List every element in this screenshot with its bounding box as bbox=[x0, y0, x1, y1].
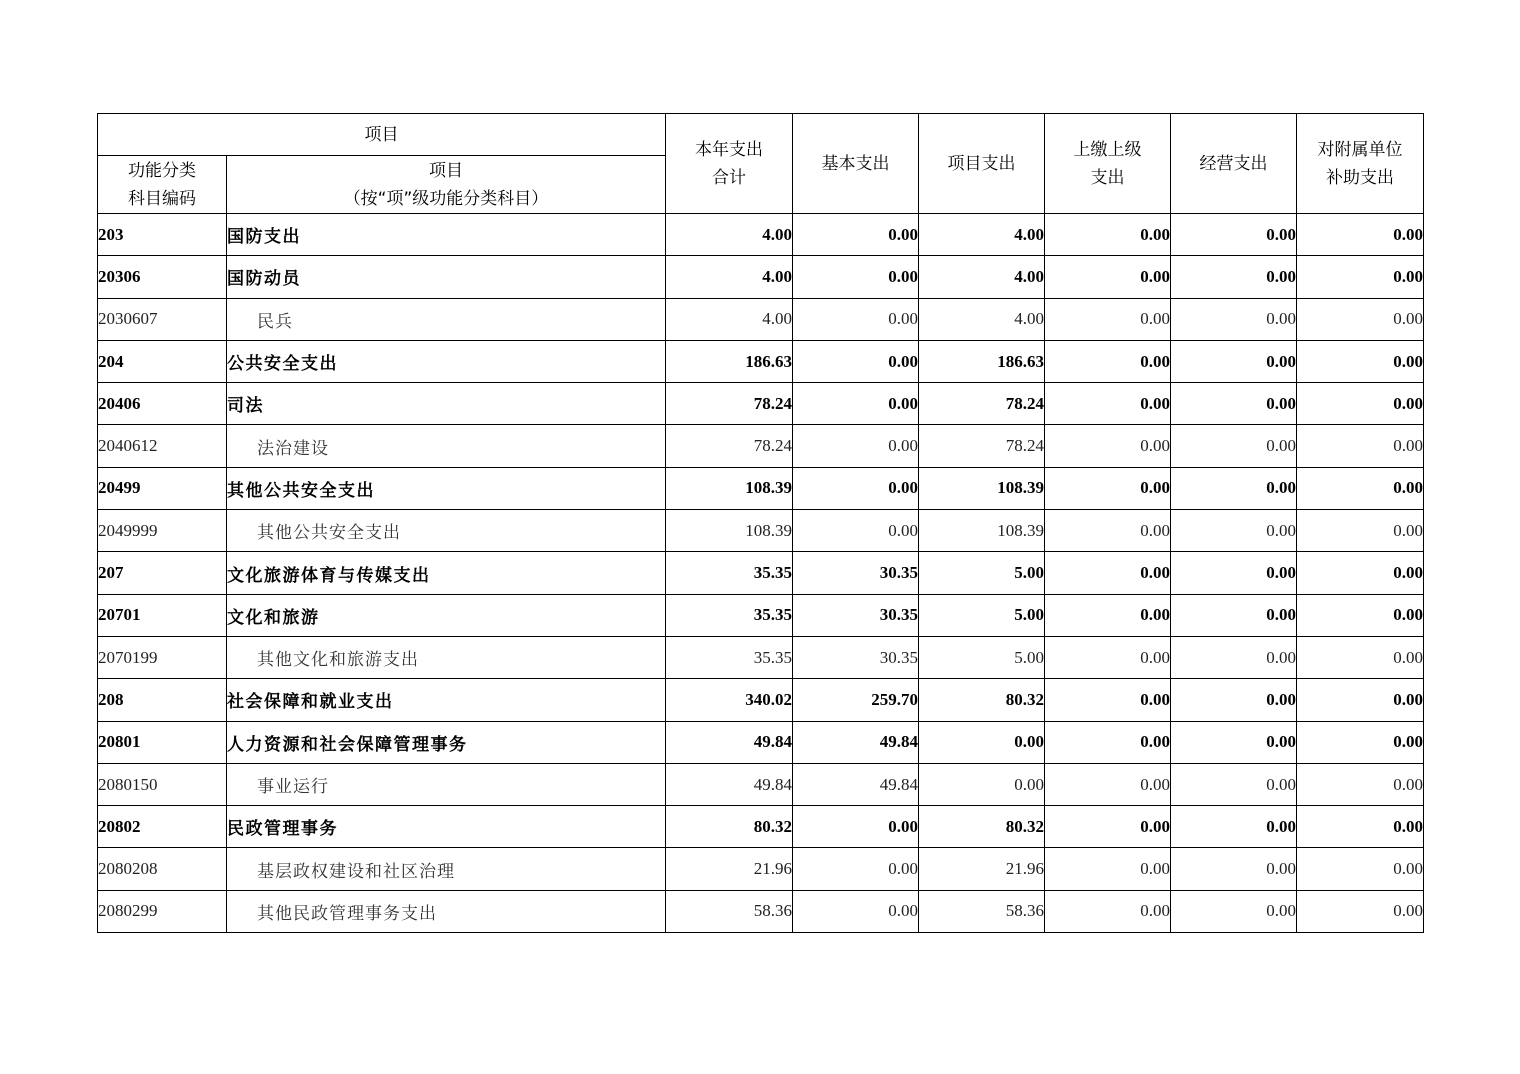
cell-basic: 259.70 bbox=[793, 679, 919, 721]
header-basic: 基本支出 bbox=[793, 114, 919, 214]
cell-name: 其他民政管理事务支出 bbox=[227, 890, 666, 932]
cell-name: 其他文化和旅游支出 bbox=[227, 636, 666, 678]
cell-code: 208 bbox=[98, 679, 227, 721]
table-row bbox=[98, 636, 1424, 678]
cell-basic: 0.00 bbox=[793, 214, 919, 256]
cell-basic: 49.84 bbox=[793, 721, 919, 763]
cell-upper: 0.00 bbox=[1045, 594, 1171, 636]
header-upper bbox=[1045, 114, 1171, 214]
cell-subsidy: 0.00 bbox=[1297, 340, 1424, 382]
cell-basic: 0.00 bbox=[793, 256, 919, 298]
cell-code: 2080208 bbox=[98, 848, 227, 890]
cell-subsidy: 0.00 bbox=[1297, 763, 1424, 805]
cell-basic: 0.00 bbox=[793, 298, 919, 340]
cell-total: 35.35 bbox=[666, 636, 793, 678]
header-code-line2: 科目编码 bbox=[128, 188, 196, 209]
header-total-line2: 合计 bbox=[712, 167, 746, 188]
cell-code: 2070199 bbox=[98, 636, 227, 678]
table-row bbox=[98, 679, 1424, 721]
cell-code: 2030607 bbox=[98, 298, 227, 340]
table-row bbox=[98, 256, 1424, 298]
cell-project: 4.00 bbox=[919, 256, 1045, 298]
cell-subsidy: 0.00 bbox=[1297, 679, 1424, 721]
table-row bbox=[98, 721, 1424, 763]
cell-basic: 49.84 bbox=[793, 763, 919, 805]
cell-name: 公共安全支出 bbox=[227, 340, 666, 382]
cell-upper: 0.00 bbox=[1045, 510, 1171, 552]
cell-name: 司法 bbox=[227, 383, 666, 425]
cell-name: 基层政权建设和社区治理 bbox=[227, 848, 666, 890]
header-row-1 bbox=[98, 114, 1424, 156]
cell-upper: 0.00 bbox=[1045, 467, 1171, 509]
cell-upper: 0.00 bbox=[1045, 425, 1171, 467]
cell-upper: 0.00 bbox=[1045, 552, 1171, 594]
table-row bbox=[98, 214, 1424, 256]
table-row bbox=[98, 425, 1424, 467]
table-row bbox=[98, 594, 1424, 636]
cell-subsidy: 0.00 bbox=[1297, 890, 1424, 932]
cell-subsidy: 0.00 bbox=[1297, 848, 1424, 890]
cell-name: 其他公共安全支出 bbox=[227, 467, 666, 509]
header-project: 项目支出 bbox=[919, 114, 1045, 214]
cell-total: 35.35 bbox=[666, 594, 793, 636]
cell-name: 社会保障和就业支出 bbox=[227, 679, 666, 721]
cell-total: 49.84 bbox=[666, 721, 793, 763]
cell-project: 0.00 bbox=[919, 721, 1045, 763]
cell-project: 80.32 bbox=[919, 806, 1045, 848]
cell-basic: 0.00 bbox=[793, 340, 919, 382]
header-upper-line2: 支出 bbox=[1090, 167, 1125, 188]
cell-business: 0.00 bbox=[1171, 679, 1297, 721]
cell-business: 0.00 bbox=[1171, 340, 1297, 382]
cell-name: 文化旅游体育与传媒支出 bbox=[227, 552, 666, 594]
cell-upper: 0.00 bbox=[1045, 298, 1171, 340]
table-row bbox=[98, 467, 1424, 509]
cell-code: 20701 bbox=[98, 594, 227, 636]
table-row bbox=[98, 552, 1424, 594]
cell-basic: 0.00 bbox=[793, 806, 919, 848]
cell-name: 民兵 bbox=[227, 298, 666, 340]
cell-subsidy: 0.00 bbox=[1297, 425, 1424, 467]
table-row bbox=[98, 510, 1424, 552]
cell-total: 186.63 bbox=[666, 340, 793, 382]
cell-code: 20406 bbox=[98, 383, 227, 425]
header-total bbox=[666, 114, 793, 214]
table-row bbox=[98, 298, 1424, 340]
header-name-line2: （按“项”级功能分类科目） bbox=[343, 188, 549, 209]
cell-subsidy: 0.00 bbox=[1297, 510, 1424, 552]
cell-basic: 0.00 bbox=[793, 425, 919, 467]
cell-business: 0.00 bbox=[1171, 467, 1297, 509]
cell-upper: 0.00 bbox=[1045, 214, 1171, 256]
cell-total: 78.24 bbox=[666, 383, 793, 425]
cell-total: 58.36 bbox=[666, 890, 793, 932]
cell-name: 其他公共安全支出 bbox=[227, 510, 666, 552]
cell-basic: 0.00 bbox=[793, 848, 919, 890]
table-row bbox=[98, 848, 1424, 890]
cell-project: 5.00 bbox=[919, 552, 1045, 594]
header-name bbox=[227, 156, 666, 214]
cell-business: 0.00 bbox=[1171, 721, 1297, 763]
cell-total: 4.00 bbox=[666, 256, 793, 298]
cell-business: 0.00 bbox=[1171, 636, 1297, 678]
cell-project: 80.32 bbox=[919, 679, 1045, 721]
cell-name: 法治建设 bbox=[227, 425, 666, 467]
cell-project: 78.24 bbox=[919, 425, 1045, 467]
cell-business: 0.00 bbox=[1171, 552, 1297, 594]
header-business: 经营支出 bbox=[1171, 114, 1297, 214]
cell-code: 2080150 bbox=[98, 763, 227, 805]
cell-project: 186.63 bbox=[919, 340, 1045, 382]
cell-upper: 0.00 bbox=[1045, 340, 1171, 382]
header-code bbox=[98, 156, 227, 214]
cell-name: 人力资源和社会保障管理事务 bbox=[227, 721, 666, 763]
cell-code: 2080299 bbox=[98, 890, 227, 932]
cell-code: 2049999 bbox=[98, 510, 227, 552]
cell-subsidy: 0.00 bbox=[1297, 256, 1424, 298]
cell-code: 207 bbox=[98, 552, 227, 594]
cell-name: 国防支出 bbox=[227, 214, 666, 256]
cell-code: 204 bbox=[98, 340, 227, 382]
cell-project: 78.24 bbox=[919, 383, 1045, 425]
cell-code: 20499 bbox=[98, 467, 227, 509]
cell-name: 民政管理事务 bbox=[227, 806, 666, 848]
cell-upper: 0.00 bbox=[1045, 890, 1171, 932]
cell-upper: 0.00 bbox=[1045, 806, 1171, 848]
cell-subsidy: 0.00 bbox=[1297, 721, 1424, 763]
cell-subsidy: 0.00 bbox=[1297, 214, 1424, 256]
cell-code: 20802 bbox=[98, 806, 227, 848]
cell-project: 108.39 bbox=[919, 467, 1045, 509]
cell-total: 4.00 bbox=[666, 298, 793, 340]
header-name-line1: 项目 bbox=[429, 160, 463, 181]
cell-upper: 0.00 bbox=[1045, 256, 1171, 298]
header-code-line1: 功能分类 bbox=[128, 160, 196, 181]
cell-upper: 0.00 bbox=[1045, 679, 1171, 721]
cell-business: 0.00 bbox=[1171, 256, 1297, 298]
header-subsidy-line1: 对附属单位 bbox=[1317, 139, 1403, 160]
cell-subsidy: 0.00 bbox=[1297, 467, 1424, 509]
cell-upper: 0.00 bbox=[1045, 721, 1171, 763]
cell-project: 5.00 bbox=[919, 636, 1045, 678]
table-row bbox=[98, 890, 1424, 932]
table-row bbox=[98, 340, 1424, 382]
cell-upper: 0.00 bbox=[1045, 763, 1171, 805]
cell-business: 0.00 bbox=[1171, 848, 1297, 890]
header-total-line1: 本年支出 bbox=[695, 139, 763, 160]
cell-total: 108.39 bbox=[666, 510, 793, 552]
cell-business: 0.00 bbox=[1171, 890, 1297, 932]
cell-subsidy: 0.00 bbox=[1297, 298, 1424, 340]
cell-code: 20801 bbox=[98, 721, 227, 763]
cell-total: 21.96 bbox=[666, 848, 793, 890]
table-row bbox=[98, 763, 1424, 805]
header-upper-line1: 上缴上级 bbox=[1073, 139, 1142, 160]
cell-basic: 0.00 bbox=[793, 383, 919, 425]
cell-name: 事业运行 bbox=[227, 763, 666, 805]
cell-business: 0.00 bbox=[1171, 383, 1297, 425]
cell-upper: 0.00 bbox=[1045, 848, 1171, 890]
cell-project: 58.36 bbox=[919, 890, 1045, 932]
table-body bbox=[98, 214, 1424, 933]
cell-business: 0.00 bbox=[1171, 806, 1297, 848]
cell-total: 340.02 bbox=[666, 679, 793, 721]
cell-business: 0.00 bbox=[1171, 214, 1297, 256]
cell-basic: 30.35 bbox=[793, 636, 919, 678]
cell-subsidy: 0.00 bbox=[1297, 636, 1424, 678]
cell-name: 国防动员 bbox=[227, 256, 666, 298]
cell-project: 4.00 bbox=[919, 298, 1045, 340]
cell-subsidy: 0.00 bbox=[1297, 594, 1424, 636]
header-subsidy-line2: 补助支出 bbox=[1326, 167, 1394, 188]
cell-total: 108.39 bbox=[666, 467, 793, 509]
cell-business: 0.00 bbox=[1171, 298, 1297, 340]
cell-upper: 0.00 bbox=[1045, 383, 1171, 425]
cell-business: 0.00 bbox=[1171, 425, 1297, 467]
cell-total: 4.00 bbox=[666, 214, 793, 256]
cell-basic: 30.35 bbox=[793, 552, 919, 594]
cell-business: 0.00 bbox=[1171, 594, 1297, 636]
header-subsidy bbox=[1297, 114, 1424, 214]
cell-name: 文化和旅游 bbox=[227, 594, 666, 636]
table-row bbox=[98, 383, 1424, 425]
cell-project: 4.00 bbox=[919, 214, 1045, 256]
header-item-group: 项目 bbox=[98, 114, 666, 156]
cell-total: 49.84 bbox=[666, 763, 793, 805]
cell-project: 0.00 bbox=[919, 763, 1045, 805]
cell-upper: 0.00 bbox=[1045, 636, 1171, 678]
cell-total: 80.32 bbox=[666, 806, 793, 848]
cell-project: 5.00 bbox=[919, 594, 1045, 636]
cell-subsidy: 0.00 bbox=[1297, 552, 1424, 594]
cell-subsidy: 0.00 bbox=[1297, 383, 1424, 425]
cell-basic: 0.00 bbox=[793, 890, 919, 932]
expenditure-table bbox=[97, 113, 1424, 933]
cell-business: 0.00 bbox=[1171, 763, 1297, 805]
cell-project: 108.39 bbox=[919, 510, 1045, 552]
cell-project: 21.96 bbox=[919, 848, 1045, 890]
cell-basic: 30.35 bbox=[793, 594, 919, 636]
table-row bbox=[98, 806, 1424, 848]
cell-basic: 0.00 bbox=[793, 510, 919, 552]
cell-subsidy: 0.00 bbox=[1297, 806, 1424, 848]
cell-code: 2040612 bbox=[98, 425, 227, 467]
cell-code: 203 bbox=[98, 214, 227, 256]
cell-basic: 0.00 bbox=[793, 467, 919, 509]
cell-code: 20306 bbox=[98, 256, 227, 298]
cell-business: 0.00 bbox=[1171, 510, 1297, 552]
cell-total: 35.35 bbox=[666, 552, 793, 594]
cell-total: 78.24 bbox=[666, 425, 793, 467]
